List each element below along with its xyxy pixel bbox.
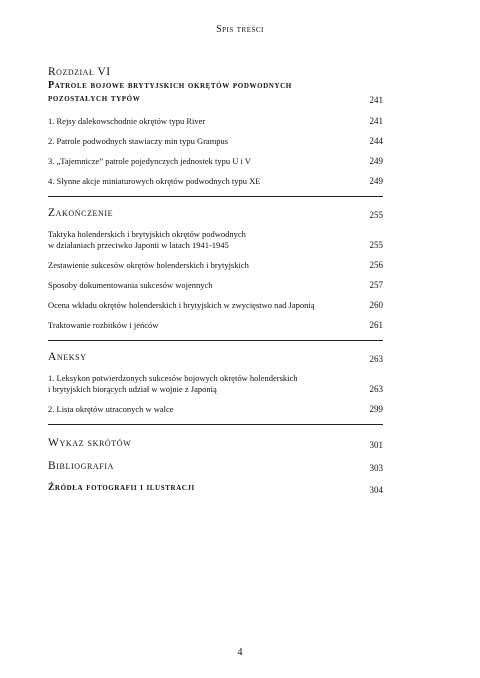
toc-entry-text: 3. „Tajemnicze” patrole pojedynczych jednostek typu U i V	[48, 156, 251, 166]
toc-entry-text: 2. Patrole podwodnych stawiaczy min typu Grampus	[48, 136, 229, 146]
section-heading-row	[48, 206, 383, 220]
section-page: 303	[369, 463, 383, 473]
section-title: Bibliografia	[48, 460, 114, 472]
toc-entry-page: 249	[369, 176, 383, 186]
toc-entry	[48, 176, 383, 187]
toc-entry	[48, 136, 383, 147]
toc-entry	[48, 260, 383, 271]
toc-entry	[48, 280, 383, 291]
section-title: Źródła fotografii i ilustracji	[48, 483, 195, 493]
section-title: Wykaz skrótów	[48, 437, 132, 449]
toc-entry-line: 1. Leksykon potwierdzonych sukcesów bojowych okrętów holenderskich	[48, 373, 298, 383]
chapter-label: Rozdział VI	[48, 66, 111, 78]
toc-entry	[48, 240, 383, 251]
section-page: 255	[369, 210, 383, 220]
section-title: Aneksy	[48, 351, 87, 363]
toc-entry-text: 2. Lista okrętów utraconych w walce	[48, 404, 174, 414]
section-heading-row	[48, 459, 383, 473]
toc-entry	[48, 300, 383, 311]
toc-entry-text: Traktowanie rozbitków i jeńców	[48, 320, 159, 330]
section-heading-row	[48, 482, 383, 495]
toc-entry-text: Ocena wkładu okrętów holenderskich i brytyjskich w zwycięstwo nad Japonią	[48, 300, 315, 310]
chapter-page: 241	[369, 95, 383, 105]
section-page: 304	[369, 485, 383, 495]
toc-entry-text: i brytyjskich biorących udział w wojnie z Japonią	[48, 384, 217, 394]
toc-entry-page: 241	[369, 116, 383, 126]
toc-entry-page: 256	[369, 260, 383, 270]
toc-entry	[48, 156, 383, 167]
table-of-contents	[48, 66, 383, 495]
toc-entry-page: 261	[369, 320, 383, 330]
toc-entry-page: 263	[369, 384, 383, 394]
toc-entry	[48, 404, 383, 415]
toc-entry	[48, 116, 383, 127]
toc-entry-line: Taktyka holenderskich i brytyjskich okrętów podwodnych	[48, 229, 246, 239]
chapter-title-line1: Patrole bojowe brytyjskich okrętów podwodnych	[48, 80, 292, 91]
toc-entry-text: 1. Rejsy dalekowschodnie okrętów typu River	[48, 116, 206, 126]
toc-entry	[48, 320, 383, 331]
chapter-title-line2: pozostałych typów	[48, 93, 141, 104]
section-heading-row	[48, 436, 383, 450]
toc-entry-text: 4. Słynne akcje miniaturowych okrętów podwodnych typu XE	[48, 176, 261, 186]
toc-entry-page: 255	[369, 240, 383, 250]
toc-entry-text: Sposoby dokumentowania sukcesów wojennych	[48, 280, 213, 290]
section-page: 263	[369, 354, 383, 364]
toc-entry-page: 244	[369, 136, 383, 146]
chapter-title-row	[48, 92, 383, 105]
section-page: 301	[369, 440, 383, 450]
toc-entry-page: 299	[369, 404, 383, 414]
section-heading-row	[48, 350, 383, 364]
toc-entry-text: Zestawienie sukcesów okrętów holenderskich i brytyjskich	[48, 260, 249, 270]
page-number: 4	[237, 647, 243, 658]
toc-entry-page: 260	[369, 300, 383, 310]
toc-entry-page: 249	[369, 156, 383, 166]
running-head: Spis treści	[216, 24, 264, 35]
toc-entry-text: w działaniach przeciwko Japonii w latach 1941-1945	[48, 240, 229, 250]
toc-entry	[48, 384, 383, 395]
toc-entry-page: 257	[369, 280, 383, 290]
section-title: Zakończenie	[48, 207, 114, 219]
